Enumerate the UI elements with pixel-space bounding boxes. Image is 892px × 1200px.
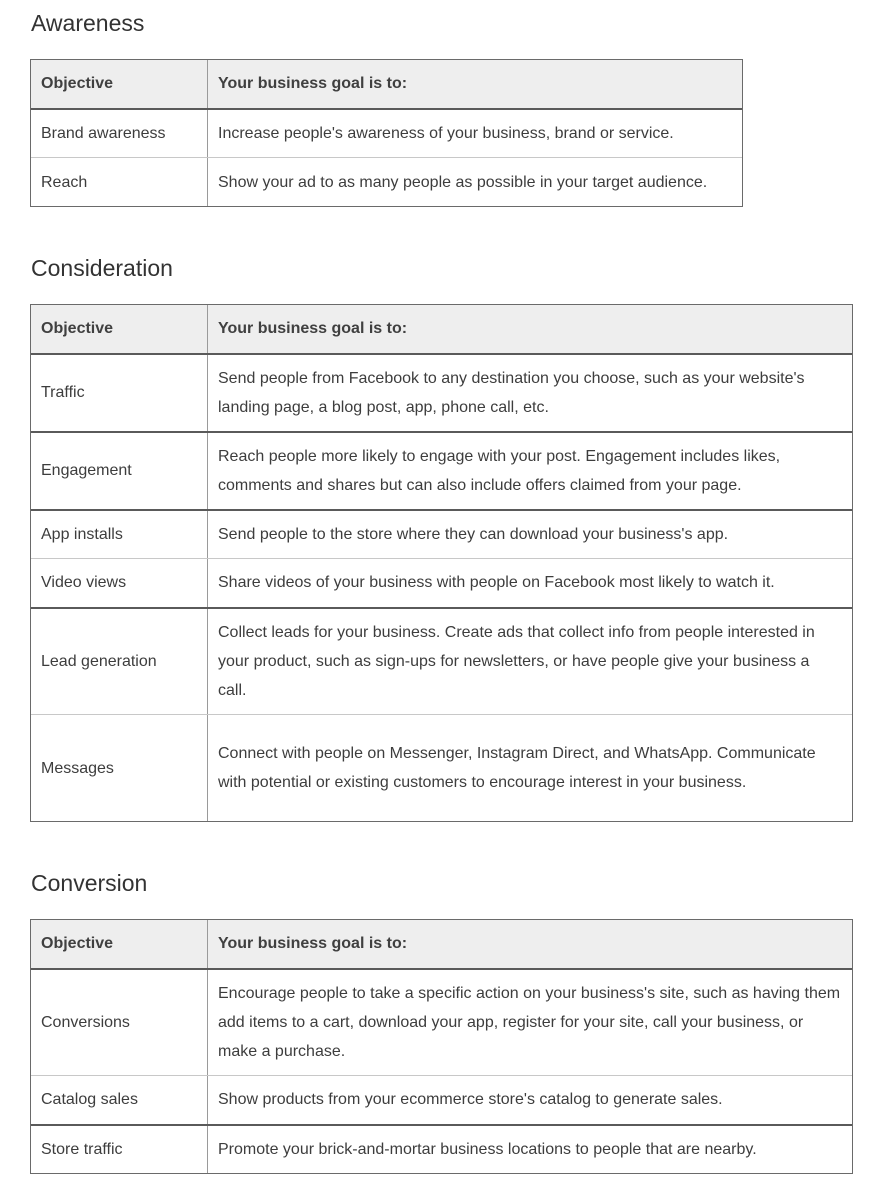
objective-cell: Brand awareness xyxy=(31,109,208,158)
goal-column-header: Your business goal is to: xyxy=(208,60,743,109)
table-row xyxy=(31,432,853,510)
objective-cell: Store traffic xyxy=(31,1125,208,1174)
goal-column-header: Your business goal is to: xyxy=(208,305,853,354)
goal-cell: Send people from Facebook to any destination you choose, such as your website's landing page, a blog post, app, phone call, etc. xyxy=(208,354,853,432)
goal-cell: Share videos of your business with people on Facebook most likely to watch it. xyxy=(208,559,853,608)
table-header-row xyxy=(31,60,743,109)
awareness-table xyxy=(30,59,743,207)
goal-cell: Show your ad to as many people as possible in your target audience. xyxy=(208,158,743,207)
objective-column-header: Objective xyxy=(31,920,208,969)
goal-cell: Encourage people to take a specific action on your business's site, such as having them add items to a cart, download your app, register for your site, call your business, or make a purchase. xyxy=(208,969,853,1076)
consideration-heading: Consideration xyxy=(31,255,173,281)
objective-cell: Catalog sales xyxy=(31,1076,208,1125)
table-row xyxy=(31,158,743,207)
table-header-row xyxy=(31,305,853,354)
objective-cell: App installs xyxy=(31,510,208,559)
consideration-table xyxy=(30,304,853,822)
table-row xyxy=(31,559,853,608)
objective-column-header: Objective xyxy=(31,60,208,109)
goal-cell: Collect leads for your business. Create ads that collect info from people interested in your product, such as sign-ups for newsletters, or have people give your business a call. xyxy=(208,608,853,715)
goal-cell: Promote your brick-and-mortar business locations to people that are nearby. xyxy=(208,1125,853,1174)
table-row xyxy=(31,510,853,559)
table-row xyxy=(31,109,743,158)
objective-cell: Traffic xyxy=(31,354,208,432)
objective-cell: Messages xyxy=(31,715,208,822)
objective-cell: Engagement xyxy=(31,432,208,510)
table-row xyxy=(31,1125,853,1174)
goal-cell: Send people to the store where they can download your business's app. xyxy=(208,510,853,559)
objective-cell: Lead generation xyxy=(31,608,208,715)
goal-cell: Reach people more likely to engage with your post. Engagement includes likes, comments and shares but can also include offers claimed from your page. xyxy=(208,432,853,510)
awareness-heading: Awareness xyxy=(31,10,145,36)
objective-cell: Conversions xyxy=(31,969,208,1076)
table-row xyxy=(31,1076,853,1125)
conversion-heading: Conversion xyxy=(31,870,148,896)
table-row xyxy=(31,608,853,715)
table-header-row xyxy=(31,920,853,969)
conversion-table xyxy=(30,919,853,1174)
goal-cell: Show products from your ecommerce store's catalog to generate sales. xyxy=(208,1076,853,1125)
table-row xyxy=(31,715,853,822)
table-row xyxy=(31,354,853,432)
objective-column-header: Objective xyxy=(31,305,208,354)
objective-cell: Video views xyxy=(31,559,208,608)
objective-cell: Reach xyxy=(31,158,208,207)
table-row xyxy=(31,969,853,1076)
goal-cell: Increase people's awareness of your business, brand or service. xyxy=(208,109,743,158)
goal-cell: Connect with people on Messenger, Instagram Direct, and WhatsApp. Communicate with potential or existing customers to encourage interest in your business. xyxy=(208,715,853,822)
goal-column-header: Your business goal is to: xyxy=(208,920,853,969)
